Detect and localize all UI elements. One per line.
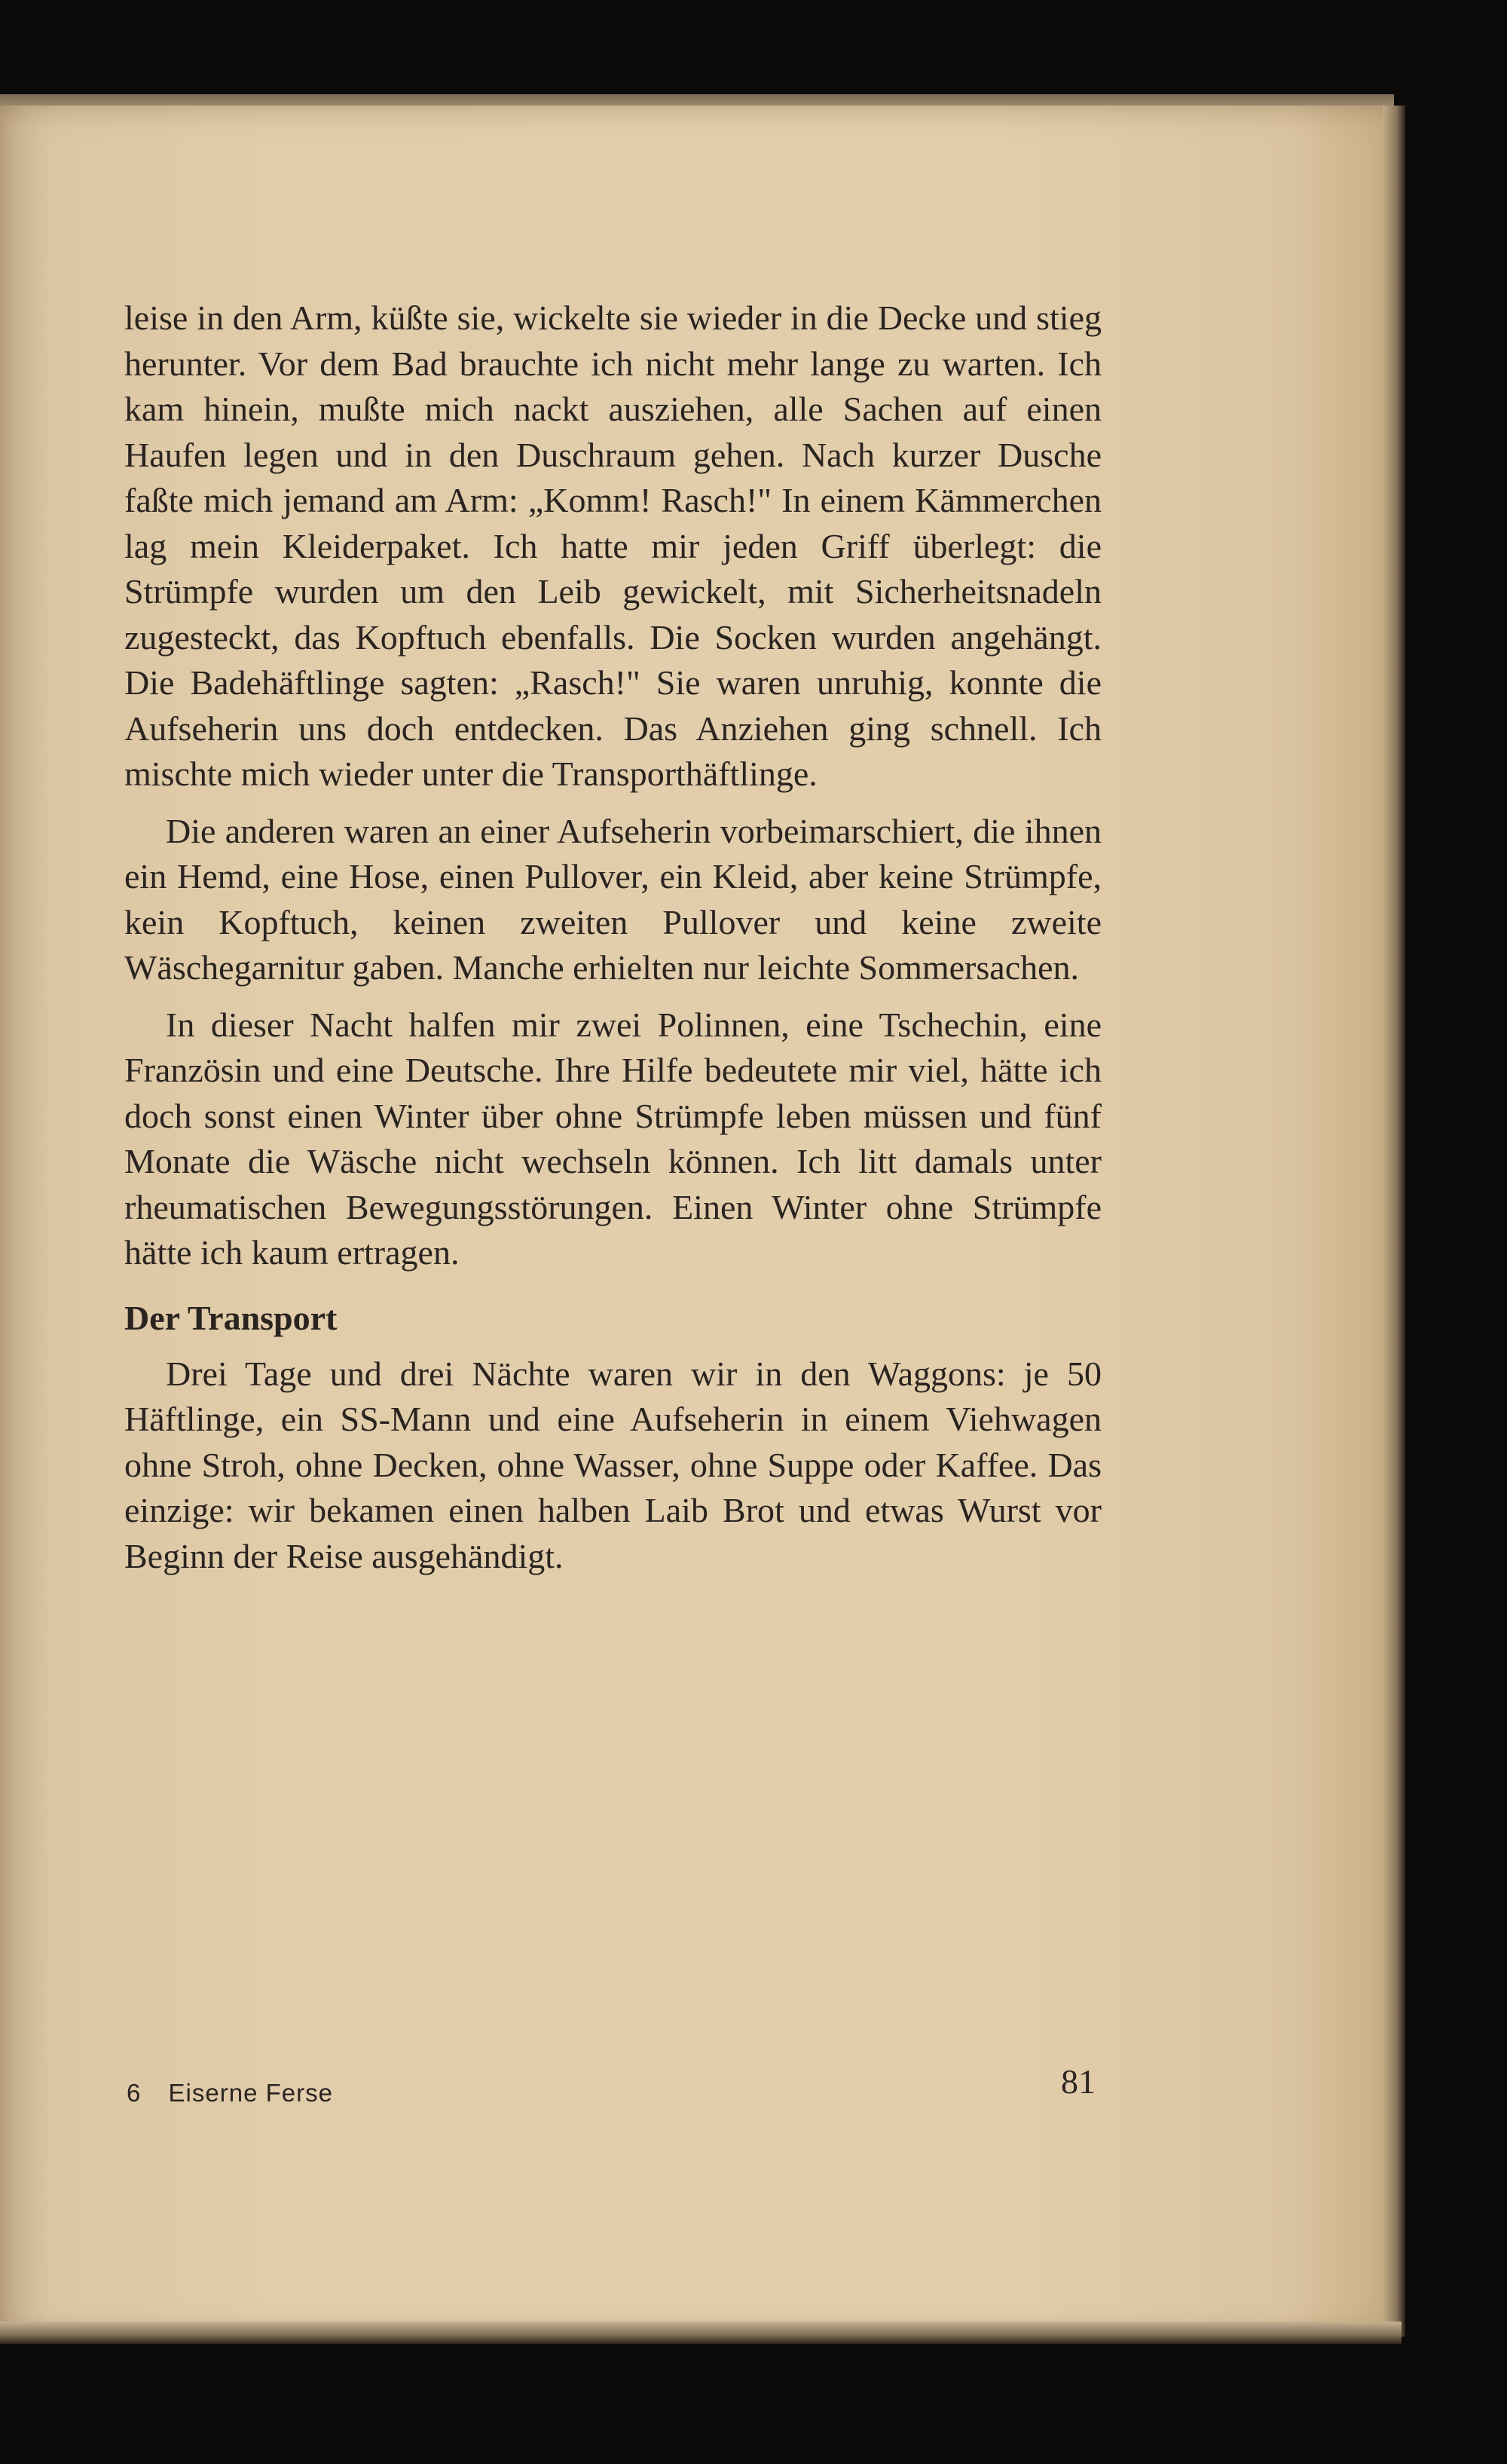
signature-number: 6 [127,2079,142,2107]
section-paragraph: Drei Tage und drei Nächte waren wir in den Waggons: je 50 Häftlinge, ein SS-Mann und eine Aufseherin in einem Viehwagen ohne Stroh, ohne Decken, ohne Wasser, ohne Suppe oder Kaffee. Das einzige: wir bekamen einen halben Laib Brot und etwas Wurst vor Beginn der Reise ausgehändigt. [124,1354,1102,1575]
paragraph-3: In dieser Nacht halfen mir zwei Polinnen, eine Tschechin, eine Französin und eine Deutsche. Ihre Hilfe bedeutete mir viel, hätte ich doch sonst einen Winter über ohne Strümpfe leben müssen und fünf Monate die Wäsche nicht wechseln können. Ich litt damals unter rheumatischen Bewegungsstörungen. Einen Winter ohne Strümpfe hätte ich kaum ertragen. [124,1005,1102,1272]
footer-signature [127,2079,333,2107]
page-bottom-edge [0,2322,1402,2344]
paragraph-1: leise in den Arm, küßte sie, wickelte sie wieder in die Decke und stieg herunter. Vor dem Bad brauchte ich nicht mehr lange zu warten. Ich kam hinein, mußte mich nackt ausziehen, alle Sachen auf einen Haufen legen und in den Duschraum gehen. Nach kurzer Dusche faßte mich jemand am Arm: „Komm! Rasch!" In einem Kämmerchen lag mein Kleiderpaket. Ich hatte mir jeden Griff überlegt: die Strümpfe wurden um den Leib gewickelt, mit Sicherheitsnadeln zugesteckt, das Kopftuch ebenfalls. Die Socken wurden angehängt. Die Badehäftlinge sagten: „Rasch!" Sie waren unruhig, konnte die Aufseherin uns doch entdecken. Das Anziehen ging schnell. Ich mischte mich wieder unter die Transporthäftlinge. [124,298,1102,793]
section-heading: Der Transport [124,1298,338,1337]
page-number: 81 [1061,2062,1096,2101]
signature-title: Eiserne Ferse [168,2079,333,2107]
page-right-edge [1383,106,1405,2337]
body-text [124,295,1102,1579]
paragraph-2: Die anderen waren an einer Aufseherin vorbeimarschiert, die ihnen ein Hemd, eine Hose, einen Pullover, ein Kleid, aber keine Strümpfe, kein Kopftuch, keinen zweiten Pullover und keine zweite Wäschegarnitur gaben. Manche erhielten nur leichte Sommersachen. [124,811,1102,987]
